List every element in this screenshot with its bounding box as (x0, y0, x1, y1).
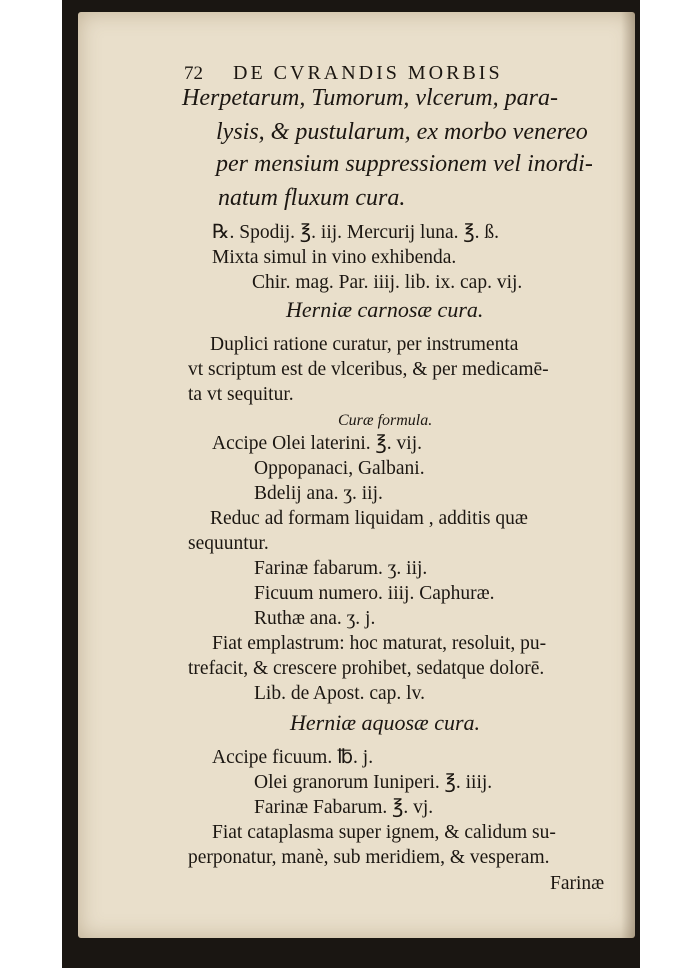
carnosa-line-2: Oppopanaci, Galbani. (254, 458, 425, 479)
carnosa-line-5: sequuntur. (188, 533, 269, 554)
carnosa-line-10: trefacit, & crescere prohibet, sedatque dolorē. (188, 658, 545, 679)
aquosa-line-5: perponatur, manè, sub meridiem, & vesperam. (188, 847, 550, 868)
carnosa-line-6: Farinæ fabarum. ʒ. iij. (254, 558, 428, 579)
carnosa-line-9: Fiat emplastrum: hoc maturat, resoluit, pu- (212, 633, 547, 654)
carnosa-line-8: Ruthæ ana. ʒ. j. (254, 608, 376, 629)
carnosa-line-7: Ficuum numero. iiij. Caphuræ. (254, 583, 495, 604)
heading-hernia-aquosa: Herniæ aquosæ cura. (290, 710, 481, 735)
aquosa-line-3: Farinæ Fabarum. ℥. vj. (254, 797, 434, 818)
title-line-4: natum fluxum cura. (218, 185, 406, 211)
recipe-line-3: Chir. mag. Par. iiij. lib. ix. cap. vij. (252, 272, 523, 293)
subheading-curae-formula: Curæ formula. (338, 412, 433, 429)
catchword: Farinæ (550, 873, 605, 894)
carnosa-line-1: Accipe Olei laterini. ℥. vij. (212, 433, 422, 454)
paragraph-line-1: Duplici ratione curatur, per instrumenta (210, 334, 519, 355)
recipe-line-1: ℞. Spodij. ℥. iij. Mercurij luna. ℥. ß. (212, 222, 499, 243)
title-line-2: lysis, & pustularum, ex morbo venereo (216, 119, 588, 145)
aquosa-line-1: Accipe ficuum. ℔. j. (212, 747, 374, 768)
running-title: DE CVRANDIS MORBIS (233, 62, 503, 84)
heading-hernia-carnosa: Herniæ carnosæ cura. (286, 297, 484, 322)
carnosa-line-11: Lib. de Apost. cap. lv. (254, 683, 425, 704)
aquosa-line-2: Olei granorum Iuniperi. ℥. iiij. (254, 772, 493, 793)
recipe-line-2: Mixta simul in vino exhibenda. (212, 247, 457, 268)
carnosa-line-4: Reduc ad formam liquidam , additis quæ (210, 508, 528, 529)
paragraph-line-3: ta vt sequitur. (188, 384, 294, 405)
title-line-3: per mensium suppressionem vel inordi- (216, 151, 593, 177)
paragraph-line-2: vt scriptum est de vlceribus, & per medicamē- (188, 359, 549, 380)
title-line-1: Herpetarum, Tumorum, vlcerum, para- (182, 85, 558, 111)
page-number: 72 (184, 63, 203, 84)
book-page (78, 12, 635, 938)
carnosa-line-3: Bdelij ana. ʒ. iij. (254, 483, 383, 504)
aquosa-line-4: Fiat cataplasma super ignem, & calidum su- (212, 822, 556, 843)
